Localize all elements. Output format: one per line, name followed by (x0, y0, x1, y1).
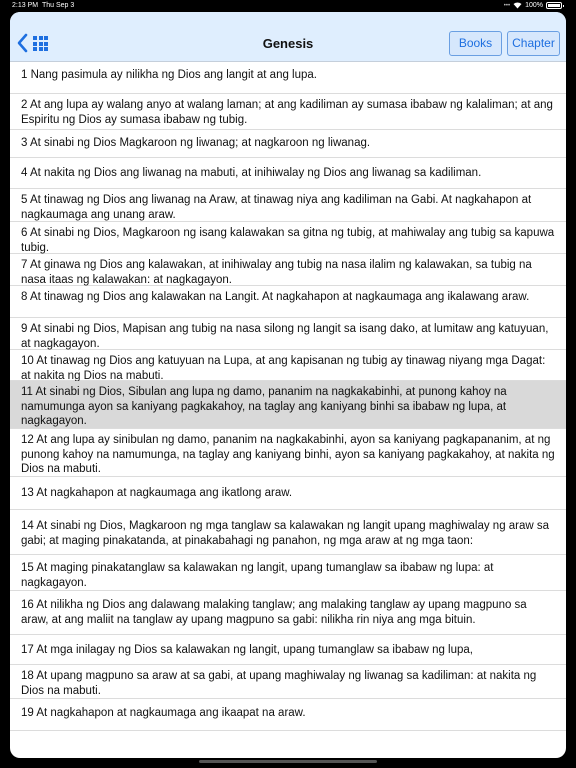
battery-percent: 100% (525, 2, 543, 9)
verse-row[interactable]: 13 At nagkahapon at nagkaumaga ang ikatlong araw. (10, 477, 566, 510)
home-indicator (199, 760, 377, 763)
back-chevron-icon[interactable] (16, 33, 30, 53)
verse-row[interactable]: 19 At nagkahapon at nagkaumaga ang ikaapat na araw. (10, 699, 566, 731)
verse-row[interactable]: 8 At tinawag ng Dios ang kalawakan na Langit. At nagkahapon at nagkaumaga ang ikalawang araw. (10, 286, 566, 318)
chapter-button[interactable]: Chapter (507, 31, 560, 56)
grid-menu-icon[interactable] (33, 36, 48, 51)
app-screen (10, 12, 566, 758)
verse-row[interactable]: 4 At nakita ng Dios ang liwanag na mabuti, at inihiwalay ng Dios ang liwanag sa kadiliman. (10, 158, 566, 189)
verse-row[interactable]: 15 At maging pinakatanglaw sa kalawakan ng langit, upang tumanglaw sa ibabaw ng lupa: at nagkagayon. (10, 555, 566, 591)
verse-row[interactable]: 12 At ang lupa ay sinibulan ng damo, pananim na nagkakabinhi, ayon sa kaniyang pagkapananim, at ng punong kahoy na namumunga, na taglay ang kaniyang binhi, ayon sa kaniyang pagkakahoy, at nakita ng Dios na mabuti. (10, 429, 566, 477)
status-indicators (504, 2, 562, 9)
cellular-dots-icon: ••• (503, 2, 511, 9)
books-button[interactable]: Books (449, 31, 502, 56)
status-date: Thu Sep 3 (41, 2, 75, 9)
verse-row[interactable]: 3 At sinabi ng Dios Magkaroon ng liwanag; at nagkaroon ng liwanag. (10, 130, 566, 158)
wifi-icon (513, 2, 522, 9)
verse-row[interactable]: 16 At nilikha ng Dios ang dalawang malaking tanglaw; ang malaking tanglaw ay upang magpuno sa araw, at ang maliit na tanglaw ay upang magpuno sa gabi: nilikha rin niya ang mga bituin. (10, 591, 566, 635)
verse-row[interactable]: 10 At tinawag ng Dios ang katuyuan na Lupa, at ang kapisanan ng tubig ay tinawag niyang mga Dagat: at nakita ng Dios na mabuti. (10, 350, 566, 381)
status-time-text: 2:13 PM (12, 2, 39, 9)
status-bar (0, 0, 576, 12)
status-time (12, 2, 74, 9)
verse-row[interactable]: 7 At ginawa ng Dios ang kalawakan, at inihiwalay ang tubig na nasa ilalim ng kalawakan, sa tubig na nasa itaas ng kalawakan: at nagkagayon. (10, 254, 566, 286)
verse-row[interactable]: 5 At tinawag ng Dios ang liwanag na Araw, at tinawag niya ang kadiliman na Gabi. At nagkahapon at nagkaumaga ang unang araw. (10, 189, 566, 222)
verse-row-selected[interactable]: 11 At sinabi ng Dios, Sibulan ang lupa ng damo, pananim na nagkakabinhi, at punong kahoy na namumunga ayon sa kaniyang pagkakahoy, na taglay ang kaniyang binhi sa ibabaw ng lupa, at nagkagayon. (10, 381, 566, 429)
verse-row[interactable]: 6 At sinabi ng Dios, Magkaroon ng isang kalawakan sa gitna ng tubig, at mahiwalay ang tubig sa kapuwa tubig. (10, 222, 566, 254)
verse-row[interactable]: 2 At ang lupa ay walang anyo at walang laman; at ang kadiliman ay sumasa ibabaw ng kalaliman; at ang Espiritu ng Dios ay sumasa ibabaw ng tubig. (10, 94, 566, 130)
navigation-bar (10, 12, 566, 62)
verse-row[interactable]: 18 At upang magpuno sa araw at sa gabi, at upang maghiwalay ng liwanag sa kadiliman: at nakita ng Dios na mabuti. (10, 665, 566, 699)
verse-row[interactable]: 17 At mga inilagay ng Dios sa kalawakan ng langit, upang tumanglaw sa ibabaw ng lupa, (10, 635, 566, 665)
verse-row[interactable]: 1 Nang pasimula ay nilikha ng Dios ang langit at ang lupa. (10, 64, 566, 94)
page-title: Genesis (262, 36, 314, 51)
verse-row[interactable]: 9 At sinabi ng Dios, Mapisan ang tubig na nasa silong ng langit sa isang dako, at lumitaw ang katuyuan, at nagkagayon. (10, 318, 566, 350)
verse-row[interactable]: 14 At sinabi ng Dios, Magkaroon ng mga tanglaw sa kalawakan ng langit upang maghiwalay ng araw sa gabi; at maging pinakatanda, at pinakabahagi ng panahon, ng mga araw at ng mga taon: (10, 510, 566, 555)
battery-icon (546, 2, 562, 9)
